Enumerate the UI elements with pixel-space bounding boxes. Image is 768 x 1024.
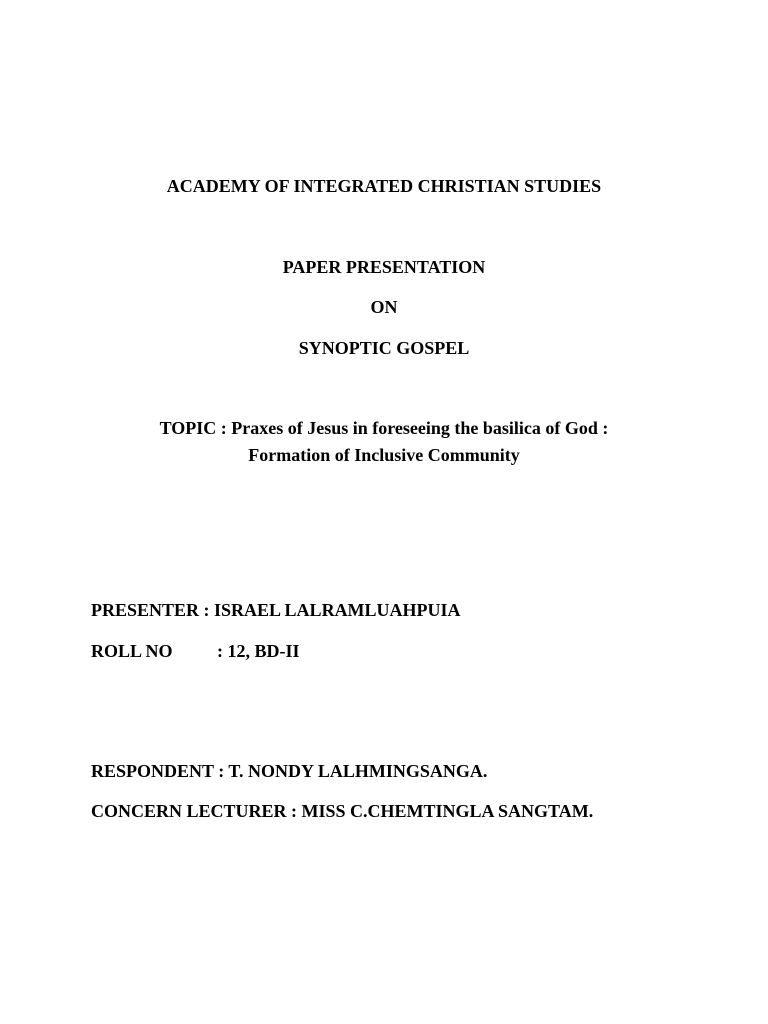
roll-number-value: : 12, BD-II (217, 641, 300, 661)
presentation-on: ON (370, 297, 398, 317)
topic-line-2: Formation of Inclusive Community (248, 445, 520, 465)
lecturer-line: CONCERN LECTURER : MISS C.CHEMTINGLA SANGTAM. (91, 801, 594, 821)
topic-line-1: TOPIC : Praxes of Jesus in foreseeing the basilica of God : (159, 418, 609, 438)
presenter-line: PRESENTER : ISRAEL LALRAMLUAHPUIA (91, 600, 461, 620)
institution-title: ACADEMY OF INTEGRATED CHRISTIAN STUDIES (166, 176, 602, 196)
roll-number-label: ROLL NO (91, 641, 173, 661)
presentation-heading: PAPER PRESENTATION (282, 257, 486, 277)
presentation-subject: SYNOPTIC GOSPEL (298, 338, 470, 358)
roll-number-line (91, 640, 300, 662)
respondent-line: RESPONDENT : T. NONDY LALHMINGSANGA. (91, 761, 488, 781)
